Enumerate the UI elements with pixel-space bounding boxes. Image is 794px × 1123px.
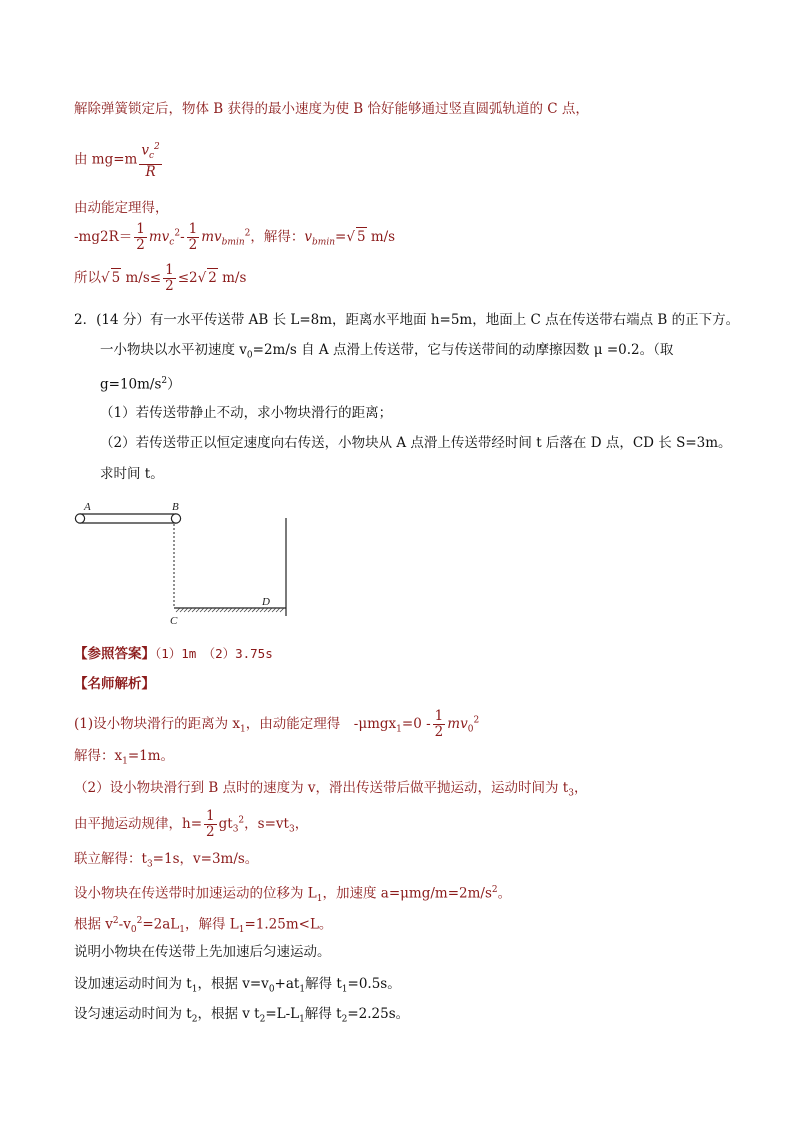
text: bmin [221,237,245,248]
pulley-a [75,514,84,523]
text: = [335,229,347,245]
label-c: C [170,615,178,627]
solution-line [74,779,587,803]
text: 设匀速运动时间为 t [74,1006,192,1022]
text-line [74,100,589,118]
question-line [100,465,164,483]
text: 1 [240,724,246,735]
text: 2 [174,228,181,239]
label-a: A [84,501,91,513]
text: 1 [165,262,174,278]
question-line [100,372,181,394]
text: =0.5s。 [347,976,401,992]
sqrt-value: 5 [356,229,366,245]
fraction [139,140,161,180]
text: 由动能定理得， [74,200,169,216]
analysis-heading [74,675,155,693]
text: 联立解得：t [74,851,147,867]
analysis-label: 【名师解析】 [74,676,155,692]
text: 2 [259,1014,266,1025]
text: （2）若传送带正以恒定速度向右传送，小物块从 A 点滑上传送带经时间 t 后落在 D 点，CD 长 S=3m。 [100,435,732,451]
text: 所以 [74,270,101,286]
text: v [304,229,313,245]
text: 1 [396,724,402,735]
text: 2 [136,237,145,253]
text: 设加速运动时间为 t [74,976,192,992]
text: 2 [491,885,498,895]
answer-line [74,645,273,663]
text: 1 [341,984,348,995]
solution-line [74,881,511,908]
question-line [100,404,392,422]
solution-line [74,809,308,840]
text: ， [573,780,588,796]
text: ，根据 v t [197,1006,260,1022]
answer-value: （1）1m （2）3.75s [155,646,273,661]
text: 1 [188,221,198,237]
text: =2.25s。 [347,1006,410,1022]
text: ） [167,376,181,393]
sqrt-value: 2 [208,270,217,286]
text: 解除弹簧锁定后，物体 B 获得的最小速度为使 B 恰好能够通过竖直圆弧轨道的 C 点， [74,101,589,117]
text: gt [218,816,233,832]
solution-line [74,747,174,771]
text: 由 mg=m [74,151,138,168]
text: 解得 t [305,976,342,992]
text: 0 [268,984,275,995]
text: ，s=vt [244,816,289,832]
text: 2 [341,1014,348,1025]
text: mv [447,716,468,732]
text: 2 [473,715,480,726]
text: g=10m/s [100,376,162,393]
text: 2 [191,1014,198,1025]
text: 由平抛运动规律，h= [74,816,203,832]
solution-line [74,943,331,961]
solution-line [74,709,479,740]
text: ，根据 v=v [197,976,269,992]
fraction [163,263,176,294]
text: c [149,151,155,162]
text: 。 [497,885,512,902]
equation-line [74,140,164,180]
text: 2 [238,815,245,826]
text: 0 [467,724,474,735]
text: 0 [130,925,137,936]
solution-line [74,850,258,874]
text: =2aL [142,916,180,933]
text: =2m/s 自 A 点滑上传送带，它与传送带间的动摩擦因数 μ =0.2。（取 [252,342,674,358]
text: =L-L [265,1006,300,1022]
text: ， [294,816,309,832]
text: ，加速度 a=μmg/m=2m/s [322,885,492,902]
text: -v [118,916,131,933]
equation-line: -mg2R＝ $\frac{1}{2}$ $mv_c^2-$ $\frac{1}{2}$ $mv_{bmin}^2$，解得：$v_{bmin}=√$ 5 m/s [74,221,396,253]
text: mv [148,229,170,245]
text: （2）设小物块滑行到 B 点时的速度为 v，滑出传送带后做平抛运动，运动时间为 t [74,780,569,796]
text: +at [274,976,300,992]
label-b: B [172,501,179,513]
text: 设小物块在传送带时加速运动的位移为 L [74,885,317,902]
text: 1 [191,984,198,995]
text: m/s [366,229,396,245]
fraction [134,222,147,253]
text: 2 [154,142,160,152]
text: 2 [161,376,168,386]
text: 3 [232,824,239,835]
fraction [187,222,200,253]
solution-line [74,912,332,939]
text: 3 [568,788,574,799]
text: 1 [299,984,306,995]
text: 说明小物块在传送带上先加速后匀速运动。 [74,944,331,960]
fraction [204,809,217,840]
text: m/s≤ [121,270,162,286]
text: - [180,229,185,245]
text: v [141,142,149,159]
text: 3 [288,824,295,835]
text: 求时间 t。 [100,466,164,482]
text: -mg2R＝ [74,229,133,245]
text: 2 [434,724,444,740]
text: =1s，v=3m/s。 [152,851,259,867]
text: 2 [188,237,198,253]
text: 解得：x [74,748,123,764]
text: 根据 v [74,916,113,933]
text: 解得 t [304,1006,342,1022]
question-line [100,434,732,452]
text: (1)设小物块滑行的距离为 x [74,716,241,732]
text: 1 [434,708,444,724]
text: 1 [206,808,215,824]
text: c [169,237,175,248]
text: 2 [165,278,174,294]
text: 2 [206,824,215,840]
text: ，由动能定理得 -μmgx [245,716,397,732]
text: 2 [112,916,119,926]
text: 0 [246,350,253,361]
equation-line: 所以√ 5 m/s≤ $\frac{1}{2}$ ≤2√ 2 m/s [74,262,247,294]
text-line [74,199,169,217]
text: 1 [179,925,185,936]
text: 2 [136,916,143,926]
text: bmin [312,237,336,248]
text: （1）若传送带静止不动，求小物块滑行的距离； [100,405,393,421]
fraction [433,709,446,740]
answer-label: 【参照答案】 [74,646,155,662]
text: 1 [299,1014,305,1025]
text: ，解得： [250,229,305,245]
text: 3 [146,859,153,870]
text: 1 [122,756,128,767]
text: =1.25m<L。 [244,916,333,933]
pulley-b [171,514,180,523]
question-line [100,341,673,365]
text: 1 [238,925,245,936]
text: mv [201,229,222,245]
sqrt-value: 5 [111,270,121,286]
text: 2．(14 分）有一水平传送带 AB 长 L=8m，距离水平地面 h=5m，地面上 C 点在传送带右端点 B 的正下方。 [74,312,740,328]
label-d: D [262,596,270,608]
text: m/s [217,270,247,286]
text: 1 [316,894,323,905]
text: 2 [244,228,251,239]
question-line [74,311,739,329]
text: 1 [136,221,145,237]
text: ，解得 L [184,916,239,933]
solution-line [74,975,401,999]
text: R [145,164,156,181]
conveyor-diagram [74,498,294,628]
solution-line [74,1005,409,1029]
text: 一小物块以水平初速度 v [100,342,247,358]
text: ≤2 [177,270,198,286]
text: =0 - [401,716,431,732]
text: =1m。 [127,748,175,764]
